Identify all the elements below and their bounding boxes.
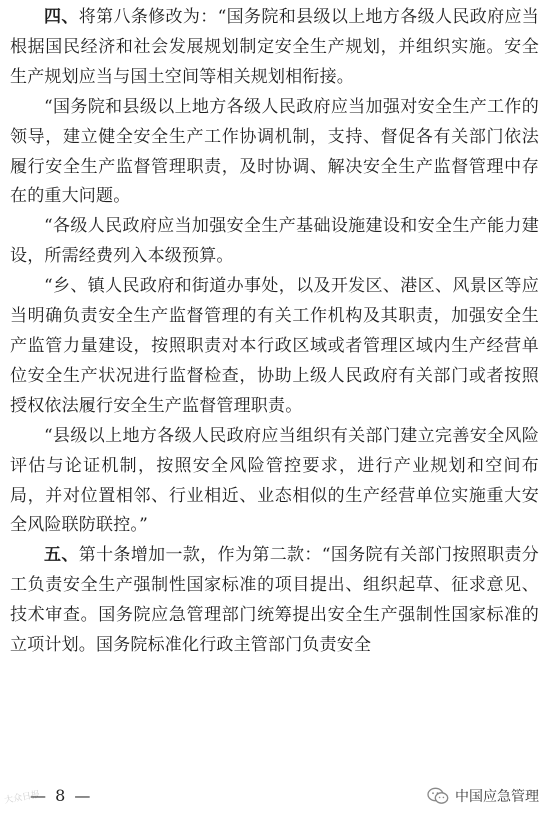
account-badge bbox=[427, 786, 539, 806]
page-number: — 8 — bbox=[30, 786, 93, 805]
paragraph-infrastructure-budget bbox=[10, 212, 539, 272]
paragraph-text: “乡、镇人民政府和街道办事处，以及开发区、港区、风景区等应当明确负责安全生产监督管理的有关工作机构及其职责，加强安全生产监管力量建设，按照职责对本行政区域或者管理区域内生产经营单位安全生产状况进行监督检查，协助上级人民政府有关部门或者按照授权依法履行安全生产监督管理职责。 bbox=[10, 276, 539, 416]
page-footer bbox=[0, 782, 551, 816]
account-name: 中国应急管理 bbox=[455, 789, 539, 805]
paragraph-article-10-addition bbox=[10, 541, 539, 661]
document-body bbox=[10, 3, 539, 661]
paragraph-text: “县级以上地方各级人民政府应当组织有关部门建立完善安全风险评估与论证机制，按照安全风险管控要求，进行产业规划和空间布局，并对位置相邻、行业相近、业态相似的生产经营单位实施重大安全风险联防联控。” bbox=[10, 425, 539, 536]
paragraph-lead: 五、 bbox=[44, 545, 79, 566]
paragraph-text: 将第八条修改为：“国务院和县级以上地方各级人民政府应当根据国民经济和社会发展规划制定安全生产规划，并组织实施。安全生产规划应当与国土空间等相关规划相衔接。 bbox=[10, 7, 540, 87]
paragraph-text: 第十条增加一款，作为第二款：“国务院有关部门按照职责分工负责安全生产强制性国家标准的项目提出、组织起草、征求意见、技术审查。国务院应急管理部门统筹提出安全生产强制性国家标准的立项计划。国务院标准化行政主管部门负责安全 bbox=[10, 545, 540, 656]
paragraph-township-responsibility bbox=[10, 272, 539, 422]
paragraph-lead: 四、 bbox=[44, 7, 79, 27]
paragraph-risk-assessment bbox=[10, 422, 539, 542]
paragraph-government-leadership bbox=[10, 93, 539, 213]
wechat-icon bbox=[427, 787, 449, 805]
paragraph-article-8-amendment bbox=[10, 3, 539, 93]
source-watermark: 大众日报 bbox=[3, 789, 41, 807]
paragraph-text: “各级人民政府应当加强安全生产基础设施建设和安全生产能力建设，所需经费列入本级预算。 bbox=[10, 216, 539, 267]
paragraph-text: “国务院和县级以上地方各级人民政府应当加强对安全生产工作的领导，建立健全安全生产工作协调机制，支持、督促各有关部门依法履行安全生产监督管理职责，及时协调、解决安全生产监督管理中存在的重大问题。 bbox=[10, 96, 539, 207]
